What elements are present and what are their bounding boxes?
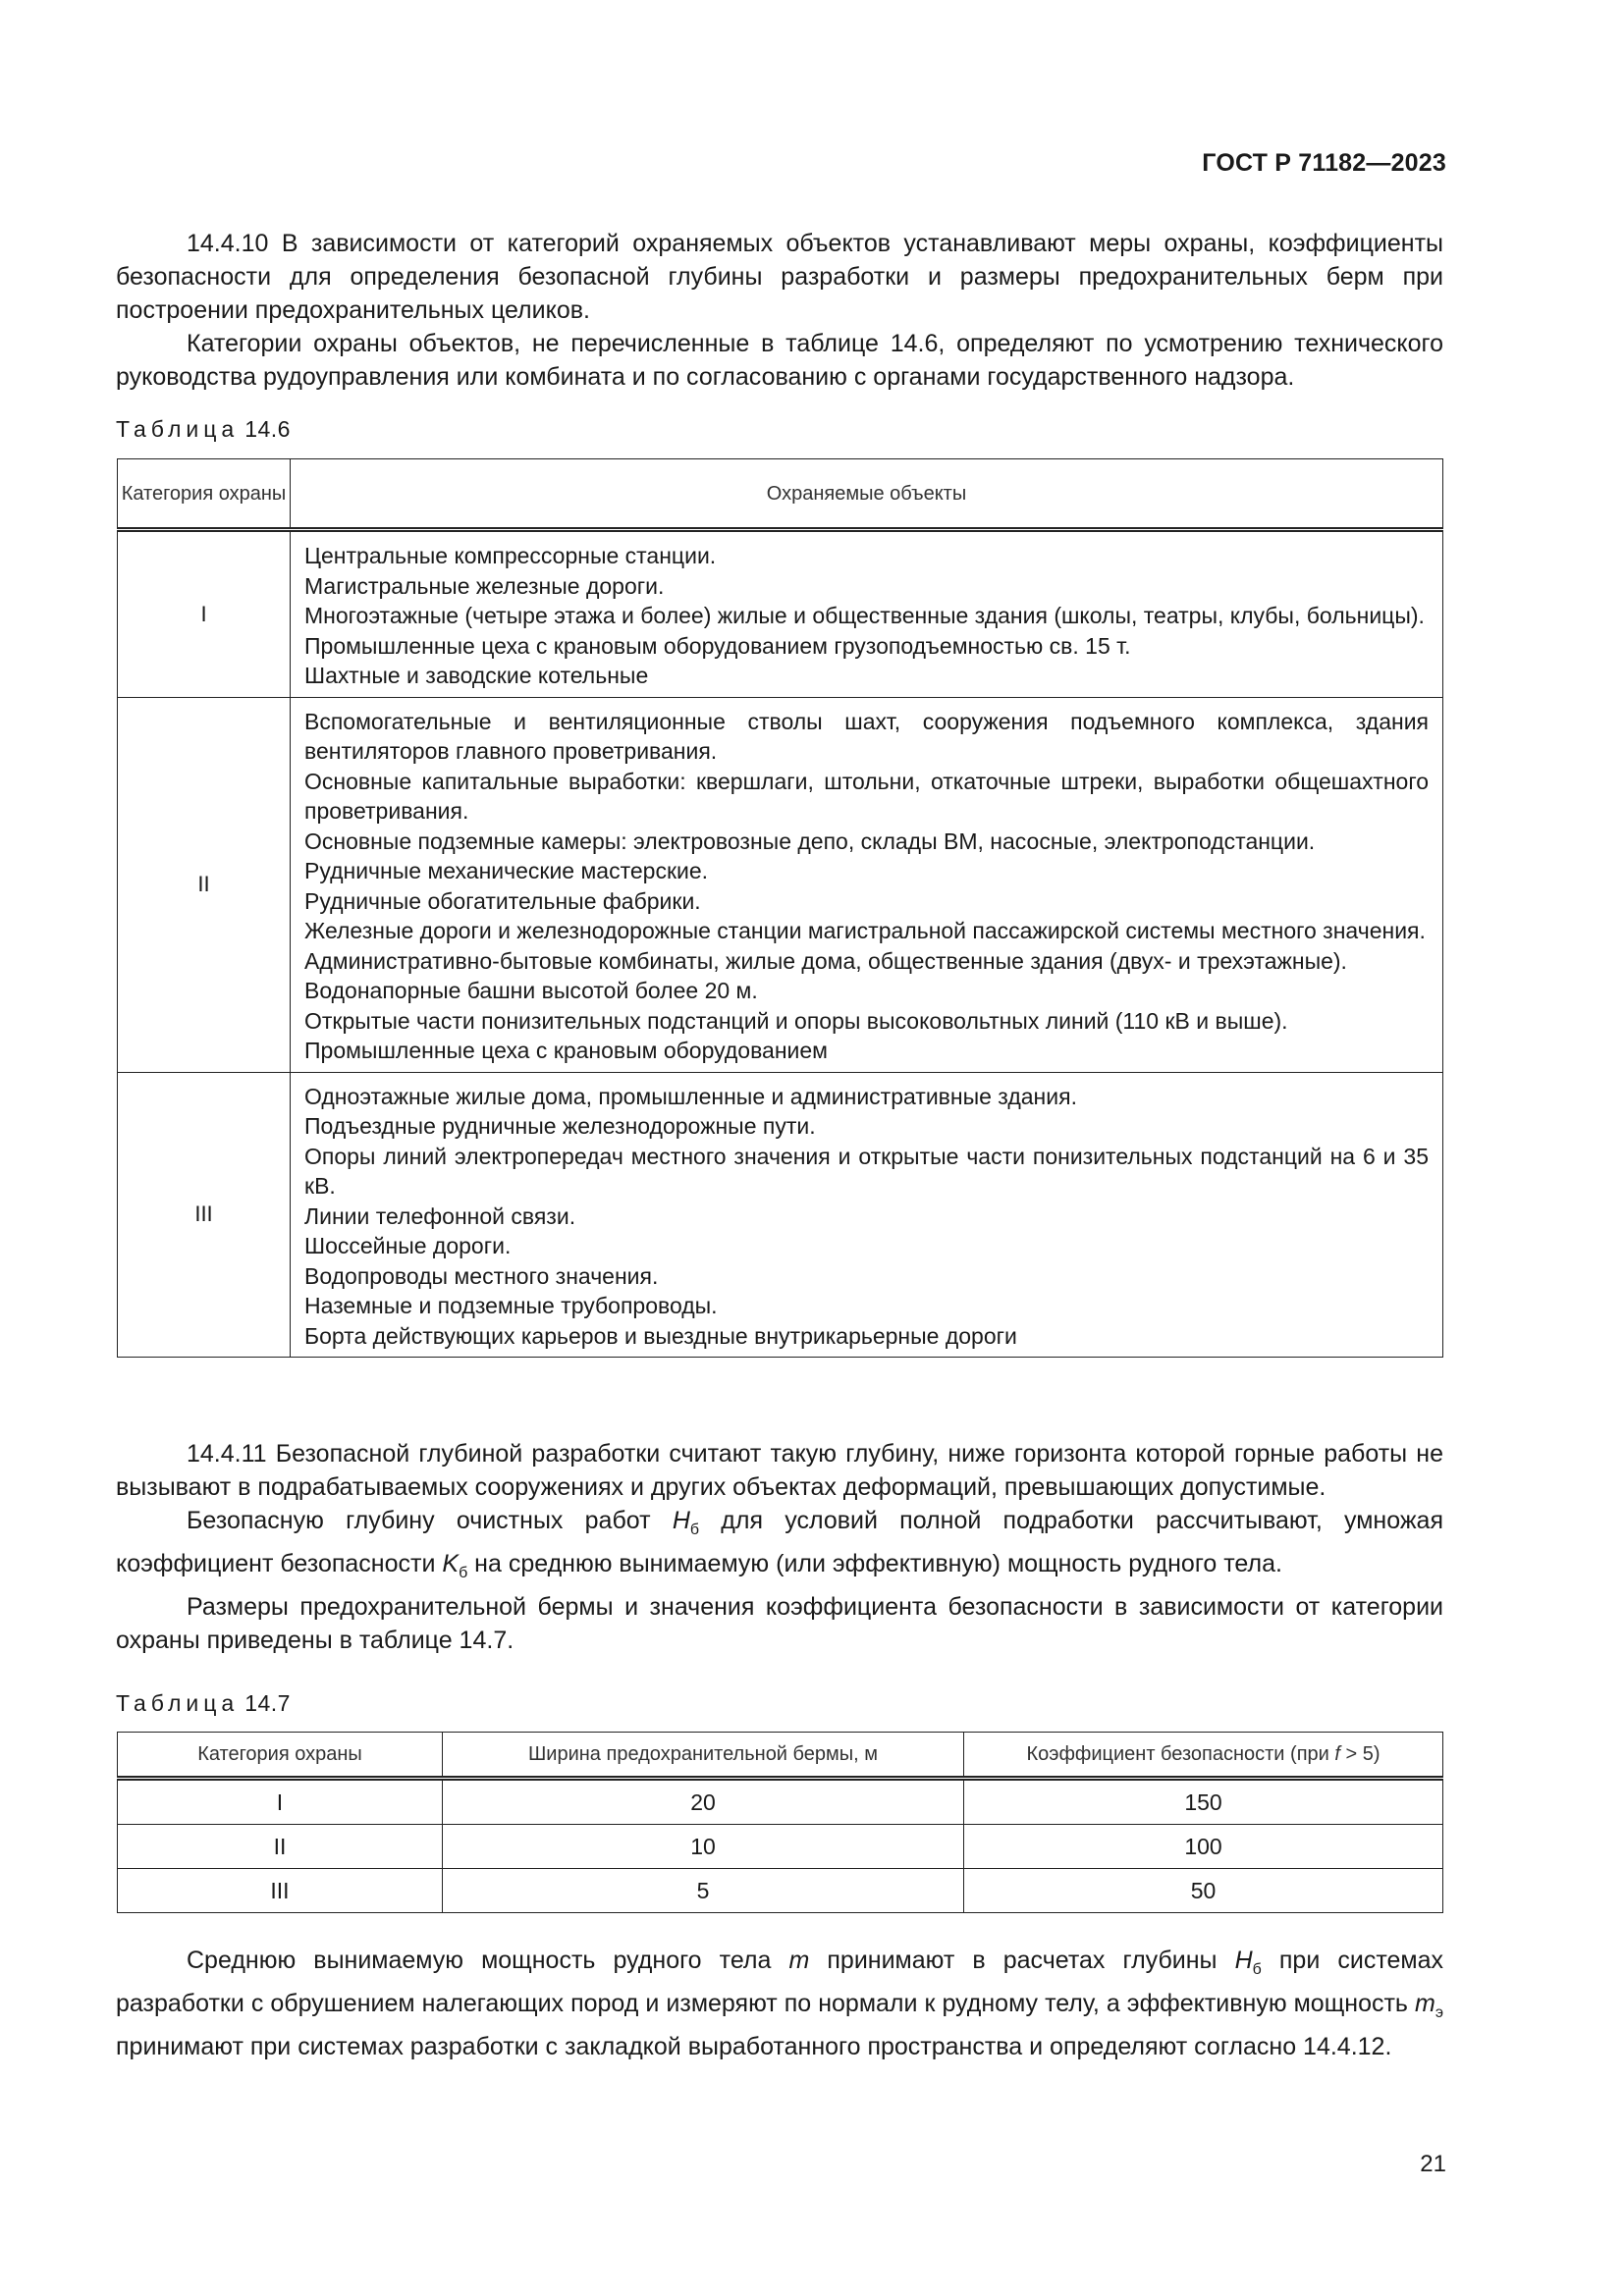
object-item: Промышленные цеха с крановым оборудованием: [304, 1038, 828, 1063]
object-item: Водонапорные башни высотой более 20 м.: [304, 978, 758, 1003]
table-cell: III: [118, 1869, 443, 1913]
paragraph: Размеры предохранительной бермы и значения коэффициента безопасности в зависимости от категории охраны приведены в таблице 14.7.: [116, 1593, 1443, 1654]
table-14-7: [117, 1732, 1443, 1913]
table-cell: 150: [964, 1779, 1443, 1825]
object-item: Рудничные механические мастерские.: [304, 858, 709, 883]
table-row: [118, 1825, 1443, 1869]
column-header: Категория охраны: [118, 459, 291, 530]
paragraph: Среднюю вынимаемую мощность рудного тела m принимают в расчетах глубины $H_б$ при системах разработки с обрушением налегающих пород и измеряют по нормали к рудному телу, а эффективную мощность $m_э$ принимают при системах разработки с закладкой выработанного пространства и определяют согласно 14.4.12.: [116, 1947, 1444, 2060]
paragraph: Категории охраны объектов, не перечисленные в таблице 14.6, определяют по усмотрению технического руководства рудоуправления или комбината и по согласованию с органами государственного надзора.: [116, 330, 1443, 391]
table-cell: 10: [443, 1825, 964, 1869]
table-cell: I: [118, 1779, 443, 1825]
object-item: Подъездные рудничные железнодорожные пути.: [304, 1113, 816, 1139]
object-item: Вспомогательные и вентиляционные стволы шахт, сооружения подъемного комплекса, здания вентиляторов главного проветривания.: [304, 708, 1429, 764]
object-item: Основные подземные камеры: электровозные депо, склады ВМ, насосные, электроподстанции.: [304, 828, 1316, 854]
category-cell: I: [118, 530, 291, 698]
table-row: [118, 530, 1443, 698]
table-row: [118, 1779, 1443, 1825]
column-header: Ширина предохранительной бермы, м: [443, 1733, 964, 1779]
table-caption: [116, 1690, 291, 1717]
object-item: Магистральные железные дороги.: [304, 572, 665, 599]
table-14-6: [117, 458, 1443, 1358]
symbol-m: m: [788, 1947, 810, 1974]
column-header: Коэффициент безопасности (при f > 5): [964, 1733, 1443, 1779]
table-cell: 100: [964, 1825, 1443, 1869]
objects-cell: [291, 697, 1443, 1072]
symbol-m-e: m: [1415, 1990, 1435, 2017]
object-item: Многоэтажные (четыре этажа и более) жилые и общественные здания (школы, театры, клубы, больницы).: [304, 603, 1425, 628]
paragraph: 14.4.11 Безопасной глубиной разработки считают такую глубину, ниже горизонта которой горные работы не вызывают в подрабатываемых сооружениях и других объектах деформаций, превышающих допустимые.: [116, 1440, 1443, 1501]
objects-cell: [291, 530, 1443, 698]
object-item: Наземные и подземные трубопроводы.: [304, 1293, 718, 1318]
section-14-4-10: [116, 227, 1443, 394]
object-item: Рудничные обогатительные фабрики.: [304, 887, 701, 914]
object-item: Основные капитальные выработки: квершлаги, штольни, откаточные штреки, выработки общешахтного проветривания.: [304, 768, 1429, 824]
symbol-h: H: [1234, 1947, 1253, 1974]
object-item: Центральные компрессорные станции.: [304, 543, 717, 568]
object-item: Административно-бытовые комбинаты, жилые дома, общественные здания (двух- и трехэтажные).: [304, 947, 1347, 974]
object-item: Водопроводы местного значения.: [304, 1262, 659, 1289]
table-row: [118, 1869, 1443, 1913]
page-number: 21: [1420, 2151, 1446, 2177]
symbol-h: H: [672, 1507, 690, 1534]
objects-cell: [291, 1072, 1443, 1358]
column-header: Охраняемые объекты: [291, 459, 1443, 530]
caption-number: 14.6: [244, 416, 291, 442]
section-14-4-11: [116, 1437, 1443, 1657]
object-item: Шахтные и заводские котельные: [304, 663, 649, 688]
category-cell: III: [118, 1072, 291, 1358]
section-ore-thickness: [116, 1944, 1443, 2063]
object-item: Линии телефонной связи.: [304, 1202, 576, 1229]
table-cell: 20: [443, 1779, 964, 1825]
table-cell: II: [118, 1825, 443, 1869]
table-cell: 5: [443, 1869, 964, 1913]
column-header: Категория охраны: [118, 1733, 443, 1779]
document-code: ГОСТ Р 71182—2023: [1202, 149, 1446, 177]
table-row: [118, 1072, 1443, 1358]
object-item: Железные дороги и железнодорожные станции магистральной пассажирской системы местного значения.: [304, 918, 1426, 943]
table-caption: [116, 416, 291, 443]
symbol-k: K: [442, 1550, 460, 1577]
object-item: Одноэтажные жилые дома, промышленные и административные здания.: [304, 1083, 1077, 1109]
object-item: Промышленные цеха с крановым оборудованием грузоподъемностью св. 15 т.: [304, 632, 1131, 659]
object-item: Борта действующих карьеров и выездные внутрикарьерные дороги: [304, 1322, 1017, 1349]
object-item: Опоры линий электропередач местного значения и открытые части понизительных подстанций на 6 и 35 кВ.: [304, 1143, 1429, 1199]
caption-number: 14.7: [244, 1690, 291, 1716]
object-item: Открытые части понизительных подстанций и опоры высоковольтных линий (110 кВ и выше).: [304, 1007, 1288, 1034]
caption-word: Таблица: [116, 1690, 240, 1716]
category-cell: II: [118, 697, 291, 1072]
table-cell: 50: [964, 1869, 1443, 1913]
paragraph: 14.4.10 В зависимости от категорий охраняемых объектов устанавливают меры охраны, коэффициенты безопасности для определения безопасной глубины разработки и размеры предохранительных берм при построении предохранительных целиков.: [116, 230, 1443, 324]
table-row: [118, 697, 1443, 1072]
paragraph: Безопасную глубину очистных работ $H_б$ для условий полной подработки рассчитывают, умножая коэффициент безопасности $K_б$ на среднюю вынимаемую (или эффективную) мощность рудного тела.: [116, 1507, 1443, 1581]
caption-word: Таблица: [116, 416, 240, 442]
object-item: Шоссейные дороги.: [304, 1233, 512, 1258]
